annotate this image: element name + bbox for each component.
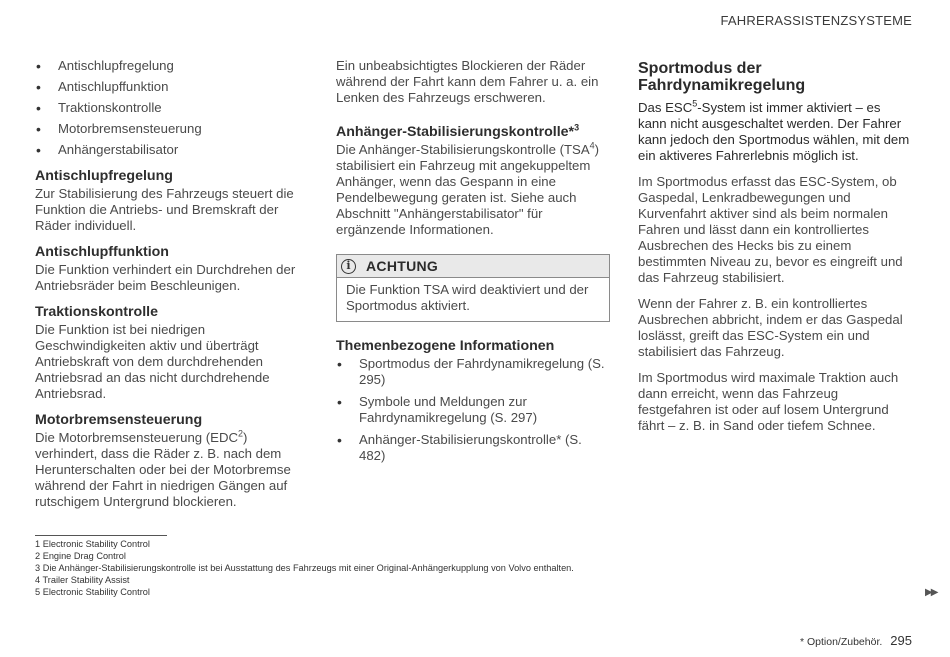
footnote-text: Electronic Stability Control bbox=[42, 539, 150, 549]
footnote-ref[interactable]: 3 bbox=[574, 122, 580, 133]
footnote bbox=[35, 550, 574, 562]
footnote-text: Engine Drag Control bbox=[42, 551, 126, 561]
list-item: • Antischlupfregelung bbox=[35, 58, 307, 74]
paragraph: Wenn der Fahrer z. B. ein kontrolliertes Ausbrechen abbricht, indem er das Gaspedal loslässt, greift das ESC-System ein und stabilisiert das Fahrzeug. bbox=[638, 296, 903, 359]
list-item: • Motorbremsensteuerung bbox=[35, 121, 307, 137]
page-footer bbox=[800, 633, 912, 648]
footnote-text: Die Anhänger-Stabilisierungskontrolle ist bei Ausstattung des Fahrzeugs mit einer Original-Anhängerkupplung von Volvo enthalten. bbox=[42, 563, 574, 573]
option-note: * Option/Zubehör. bbox=[799, 636, 883, 648]
footnote-text: Trailer Stability Assist bbox=[42, 575, 130, 585]
paragraph: Im Sportmodus erfasst das ESC-System, ob Gaspedal, Lenkradbewegungen und Kurvenfahrt aktiver sind als beim normalen Fahren und lässt dann ein kontrolliertes Ausbrechen des Hecks bis zu einem bestimmten Niveau zu, bevor es eingreift und das Fahrzeug stabilisiert. bbox=[638, 174, 903, 285]
text-run: Die Motorbremsensteuerung (EDC bbox=[35, 430, 239, 445]
section-heading bbox=[336, 124, 610, 141]
text-run: ) verhindert, dass die Räder z. B. nach dem Herunterschalten oder bei der Motorbremse während der Fahrt in niedrigen Gängen auf rutschigem Untergrund blockieren. bbox=[35, 430, 291, 509]
related-list bbox=[336, 356, 610, 464]
footnote-ref[interactable]: 4 bbox=[589, 140, 595, 151]
function-list bbox=[35, 58, 307, 158]
footnote-number: 1 bbox=[35, 539, 41, 549]
footnote-divider bbox=[35, 535, 167, 536]
footnote-number: 3 bbox=[35, 563, 41, 573]
warning-box bbox=[336, 254, 610, 322]
column-left bbox=[35, 58, 307, 510]
footnote bbox=[35, 586, 574, 598]
paragraph bbox=[35, 430, 307, 510]
warning-text: Die Funktion TSA wird deaktiviert und der Sportmodus aktiviert. bbox=[346, 282, 589, 313]
paragraph: Die Funktion verhindert ein Durchdrehen der Antriebsräder beim Beschleunigen. bbox=[35, 262, 296, 293]
list-item: • Anhängerstabilisator bbox=[35, 142, 307, 158]
column-right bbox=[638, 58, 910, 444]
text-run: Die Anhänger-Stabilisierungskontrolle (TSA bbox=[336, 142, 590, 157]
paragraph: Im Sportmodus wird maximale Traktion auch dann erreicht, wenn das Fahrzeug festgefahren ist oder auf losem Untergrund fährt – z. B. in Sand oder tiefem Schnee. bbox=[638, 370, 899, 433]
section-header: FAHRERASSISTENZSYSTEME bbox=[720, 13, 912, 28]
paragraph: Die Funktion ist bei niedrigen Geschwindigkeiten aktiv und überträgt Antriebskraft von dem durchdrehenden Antriebsrad an das nicht durchdrehende Antriebsrad. bbox=[35, 322, 270, 401]
related-topics bbox=[336, 338, 610, 464]
warning-title: ACHTUNG bbox=[366, 258, 439, 274]
paragraph: Zur Stabilisierung des Fahrzeugs steuert die Funktion die Antriebs- und Bremskraft der Räder individuell. bbox=[35, 186, 294, 233]
text-run: Das ESC bbox=[638, 100, 693, 115]
footnote-ref[interactable]: 5 bbox=[692, 98, 698, 109]
lead-paragraph bbox=[638, 100, 910, 164]
footnote bbox=[35, 538, 574, 550]
text-run: -System ist immer aktiviert – es kann nicht ausgeschaltet werden. Der Fahrer kann jedoch den Sportmodus wählen, mit dem ein aktiveres Fahrerlebnis möglich ist. bbox=[638, 100, 910, 163]
section-heading: Themenbezogene Informationen bbox=[336, 338, 555, 354]
related-link[interactable]: • Symbole und Meldungen zur Fahrdynamikregelung (S. 297) bbox=[336, 394, 610, 426]
warning-header bbox=[337, 255, 609, 278]
footnote-text: Electronic Stability Control bbox=[42, 587, 150, 597]
footnote bbox=[35, 562, 574, 574]
section-heading: Traktionskontrolle bbox=[35, 304, 158, 320]
column-middle bbox=[336, 58, 610, 470]
footnote bbox=[35, 574, 574, 586]
page-number: 295 bbox=[890, 633, 912, 648]
footnote-number: 2 bbox=[35, 551, 41, 561]
double-arrow-right-icon[interactable]: ▶▶ bbox=[925, 587, 937, 598]
info-circle-icon: i bbox=[341, 259, 356, 274]
heading-text: Anhänger-Stabilisierungskontrolle* bbox=[336, 124, 575, 140]
footnotes bbox=[35, 535, 574, 598]
paragraph bbox=[336, 142, 610, 238]
footnote-ref[interactable]: 2 bbox=[238, 428, 244, 439]
page-title: Sportmodus der Fahrdynamikregelung bbox=[638, 60, 806, 94]
related-link[interactable]: • Sportmodus der Fahrdynamikregelung (S. 295) bbox=[336, 356, 610, 388]
list-item: • Antischlupffunktion bbox=[35, 79, 307, 95]
section-heading: Antischlupffunktion bbox=[35, 244, 169, 260]
section-heading: Antischlupfregelung bbox=[35, 168, 173, 184]
footnote-number: 5 bbox=[35, 587, 41, 597]
footnote-number: 4 bbox=[35, 575, 41, 585]
text-run: ) stabilisiert ein Fahrzeug mit angekuppeltem Anhänger, wenn das Gespann in eine Pendelbewegung geraten ist. Siehe auch Abschnitt "Anhängerstabilisator" für ergänzende Informationen. bbox=[336, 142, 600, 237]
paragraph: Ein unbeabsichtigtes Blockieren der Räder während der Fahrt kann dem Fahrer u. a. ein Lenken des Fahrzeugs erschweren. bbox=[336, 58, 599, 105]
related-link[interactable]: • Anhänger-Stabilisierungskontrolle* (S. 482) bbox=[336, 432, 610, 464]
section-heading: Motorbremsensteuerung bbox=[35, 412, 203, 428]
list-item: • Traktionskontrolle bbox=[35, 100, 307, 116]
